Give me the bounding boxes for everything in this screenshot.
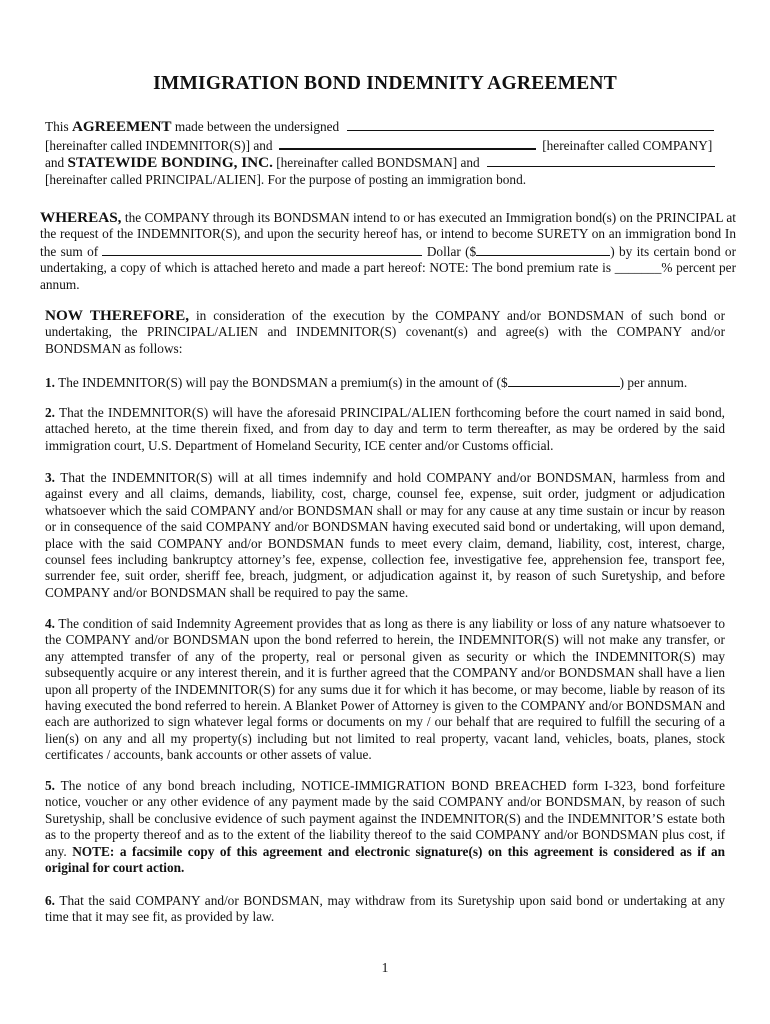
clause-5-facsimile-note: NOTE: a facsimile copy of this agreement and electronic signature(s) on this agreement is considered as if an original for court action.: [45, 843, 726, 876]
clause-1-per-annum: ) per annum.: [619, 375, 688, 390]
clause-3: [45, 470, 725, 601]
clause-4-number: 4.: [45, 616, 55, 631]
clause-5: [45, 778, 725, 876]
premium-amount-blank[interactable]: [508, 374, 620, 387]
page-number: 1: [381, 960, 389, 975]
statewide-bonding-name: STATEWIDE BONDING, INC.: [67, 154, 273, 171]
indemnitor-name-blank[interactable]: [347, 118, 714, 131]
intro-line-1: [45, 118, 714, 135]
whereas-dollar: Dollar ($: [422, 243, 477, 259]
clause-3-text: That the INDEMNITOR(S) will at all times indemnify and hold COMPANY and/or BONDSMAN, harmless from and against every and all claims, demands, liability, cost, charge, counsel fee, expense, suit order, judgment or adjudication whatsoever which the said COMPANY and/or BONDSMAN shall or may for any cause at any time sustain or incur by reason or in consequence of the said COMPANY and/or BONDSMAN having executed said bond or undertaking, will upon demand, place with the said COMPANY and/or BONDSMAN funds to meet every claim, demand, liability, cost, interest, charge, counsel fees including bankruptcy attorney’s fee, expense, collection fee, investigative fee, apprehension fee, transport fee, surrender fee, suit order, sheriff fee, breach, judgment, or adjudication against it, by reason of such Suretyship, and before COMPANY and/or BONDSMAN shall be required to pay the same.: [45, 470, 725, 600]
clause-6-number: 6.: [45, 893, 55, 908]
company-name-blank[interactable]: [279, 136, 536, 150]
intro-indemnitor-label: [hereinafter called INDEMNITOR(S)] and: [45, 138, 273, 153]
whereas-text-2: by its certain bond or undertaking, a copy of which is attached hereto and made a part hereof: NOTE: The bond premium rate is: [40, 243, 736, 276]
now-therefore-text: in consideration of the execution by the COMPANY and/or BONDSMAN of such bond or undertaking, the PRINCIPAL/ALIEN and INDEMNITOR(S) covenant(s) and agree(s) with the COMPANY and/or BONDSMAN as follows:: [45, 308, 725, 356]
clause-6-text: That the said COMPANY and/or BONDSMAN, may withdraw from its Suretyship upon said bond or undertaking at any time that it may see fit, as provided by law.: [45, 893, 725, 925]
principal-name-blank[interactable]: [487, 154, 715, 167]
intro-company-label: [hereinafter called COMPANY]: [542, 138, 713, 153]
bond-amount-words-blank[interactable]: [102, 243, 422, 256]
clause-2-text: That the INDEMNITOR(S) will have the aforesaid PRINCIPAL/ALIEN forthcoming before the court named in said bond, attached hereto, at the time therein fixed, and from day to day and term to term thereafter, as may be ordered by the said immigration court, U.S. Department of Homeland Security, ICE center and/or Customs official.: [45, 405, 725, 453]
intro-made-between: made between the undersigned: [171, 119, 340, 134]
bond-amount-number-blank[interactable]: [476, 243, 610, 256]
intro-line-4: [hereinafter called PRINCIPAL/ALIEN]. For the purpose of posting an immigration bond.: [45, 172, 527, 187]
intro-line-2: [45, 136, 712, 154]
intro-and: and: [45, 155, 68, 170]
intro-line-3: [45, 154, 715, 171]
intro-agreement-word: AGREEMENT: [71, 118, 172, 135]
clause-4: [45, 616, 725, 764]
whereas-paragraph: [40, 210, 736, 293]
clause-4-text: The condition of said Indemnity Agreement provides that as long as there is any liability or loss of any nature whatsoever to the COMPANY and/or BONDSMAN upon the bond referred to herein, the INDEMNITOR(S) will not make any transfer, or any attempted transfer of any of the property, real or personal given as security or which the INDEMNITOR(S) may subsequently acquire or any interest therein, and it is further agreed that the COMPANY and/or BONDSMAN shall have a lien upon all property of the INDEMNITOR(S) for any sums due it for which it has become, or may become, liable by reason of its having executed the bond referred to herein. A Blanket Power of Attorney is given to the COMPANY and/or BONDSMAN and each are authorized to sign whatever legal forms or documents on my / our behalf that are required to fulfill the securing of a lien(s) on any and all my property(s) including but not limited to real property, vacant land, vehicles, boats, planes, stock certificates / accounts, bank accounts or other assets of value.: [45, 616, 725, 763]
clause-2-number: 2.: [45, 405, 55, 420]
premium-rate-blank[interactable]: _______: [614, 260, 662, 276]
intro-this: This: [45, 119, 72, 134]
whereas-text-3: % percent per annum.: [40, 260, 737, 292]
whereas-label: WHEREAS,: [40, 209, 122, 226]
intro-bondsman-label: [hereinafter called BONDSMAN] and: [272, 155, 480, 170]
clause-1-text: The INDEMNITOR(S) will pay the BONDSMAN a premium(s) in the amount of ($: [54, 375, 508, 390]
whereas-text-1: the COMPANY through its BONDSMAN intend to or has executed an Immigration bond(s) on the PRINCIPAL at the request of the INDEMNITOR(S), and upon the security hereof has, or intend to become SURETY on an immigration bond In the sum of: [40, 210, 736, 259]
clause-1-number: 1.: [45, 375, 55, 390]
clause-2: [45, 405, 725, 454]
clause-6: [45, 893, 725, 926]
clause-1: [45, 374, 687, 391]
page-title: IMMIGRATION BOND INDEMNITY AGREEMENT: [153, 73, 617, 94]
clause-5-text: The notice of any bond breach including, NOTICE-IMMIGRATION BOND BREACHED form I-323, bond forfeiture notice, voucher or any other evidence of any payment made by the said COMPANY and/or BONDSMAN, by reason of such Suretyship, shall be conclusive evidence of such payment against the INDEMNITOR(S) and the INDEMNITOR’S estate both as to the property thereof and as to the extent of the liability thereof to the said COMPANY and/or BONDSMAN plus cost, if any.: [45, 778, 725, 859]
clause-5-number: 5.: [45, 778, 55, 793]
now-therefore-paragraph: [45, 308, 725, 357]
clause-3-number: 3.: [45, 470, 55, 485]
whereas-close: ): [610, 243, 615, 259]
now-therefore-label: NOW THEREFORE,: [45, 307, 190, 324]
